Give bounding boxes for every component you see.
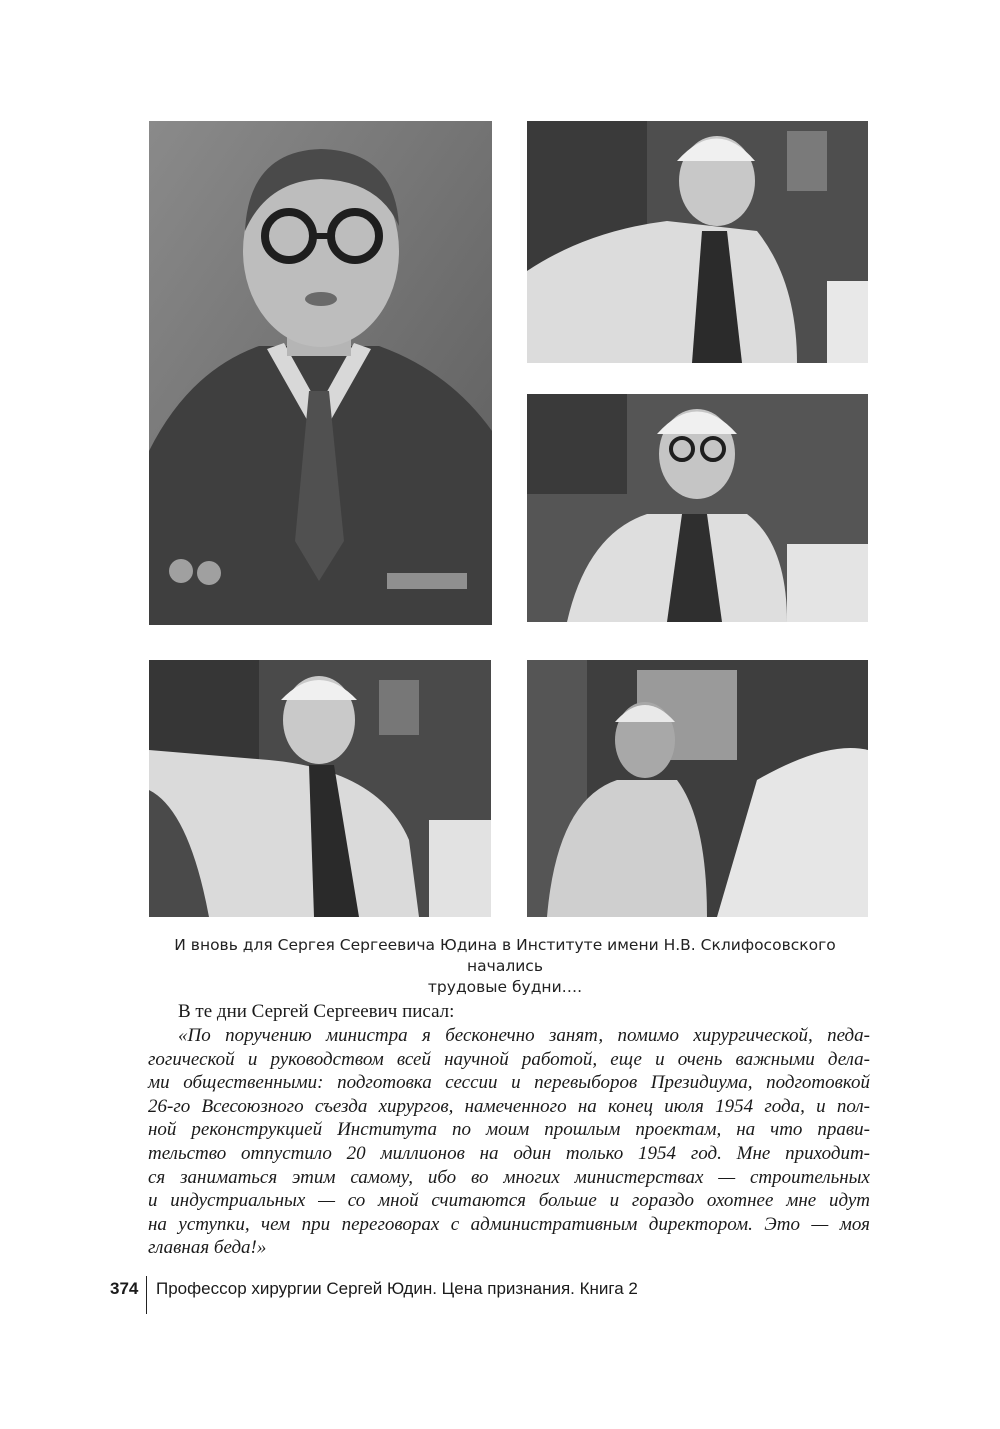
lab-photo-middle [527, 394, 868, 622]
quote-paragraph [148, 1024, 870, 1260]
photo-caption [135, 935, 875, 998]
quote-line: гогической и руководством всей научной работой, еще и очень важными дела- [148, 1048, 870, 1070]
page-number: 374 [110, 1279, 139, 1298]
lab-photo-top [527, 121, 868, 363]
caption-line-1: И вновь для Сергея Сергеевича Юдина в Институте имени Н.В. Склифосовского начались [174, 936, 836, 975]
portrait-photo [149, 121, 492, 625]
caption-line-2: трудовые будни…. [427, 978, 583, 996]
intro-paragraph: В те дни Сергей Сергеевич писал: [178, 1001, 455, 1022]
quote-line: тельство отпустило 20 миллионов на один только 1954 год. Мне приходит- [148, 1142, 870, 1164]
quote-line: ной реконструкцией Института по моим прошлым проектам, на что прави- [148, 1119, 870, 1141]
book-title: Профессор хирургии Сергей Юдин. Цена признания. Книга 2 [156, 1279, 638, 1298]
quote-line: на уступки, чем при переговорах с административным директором. Это — моя [148, 1213, 870, 1235]
quote-line: и индустриальных — со мной считаются больше и гораздо охотнее мне идут [148, 1190, 870, 1212]
lab-photo-bottom-right [527, 660, 868, 917]
lab-photo-bottom-left [149, 660, 491, 917]
page-footer [110, 1276, 638, 1314]
quote-line: ся заниматься этим самому, ибо во многих министерствах — строительных [148, 1166, 870, 1188]
quote-line: главная беда!» [148, 1237, 267, 1259]
quote-line: «По поручению министра я бесконечно занят, помимо хирургической, педа- [178, 1025, 870, 1046]
footer-divider [146, 1276, 147, 1314]
quote-line: ми общественными: подготовка сессии и перевыборов Президиума, подготовкой [148, 1072, 870, 1094]
quote-line: 26-го Всесоюзного съезда хирургов, намеченного на конец июля 1954 года, и пол- [148, 1095, 870, 1117]
